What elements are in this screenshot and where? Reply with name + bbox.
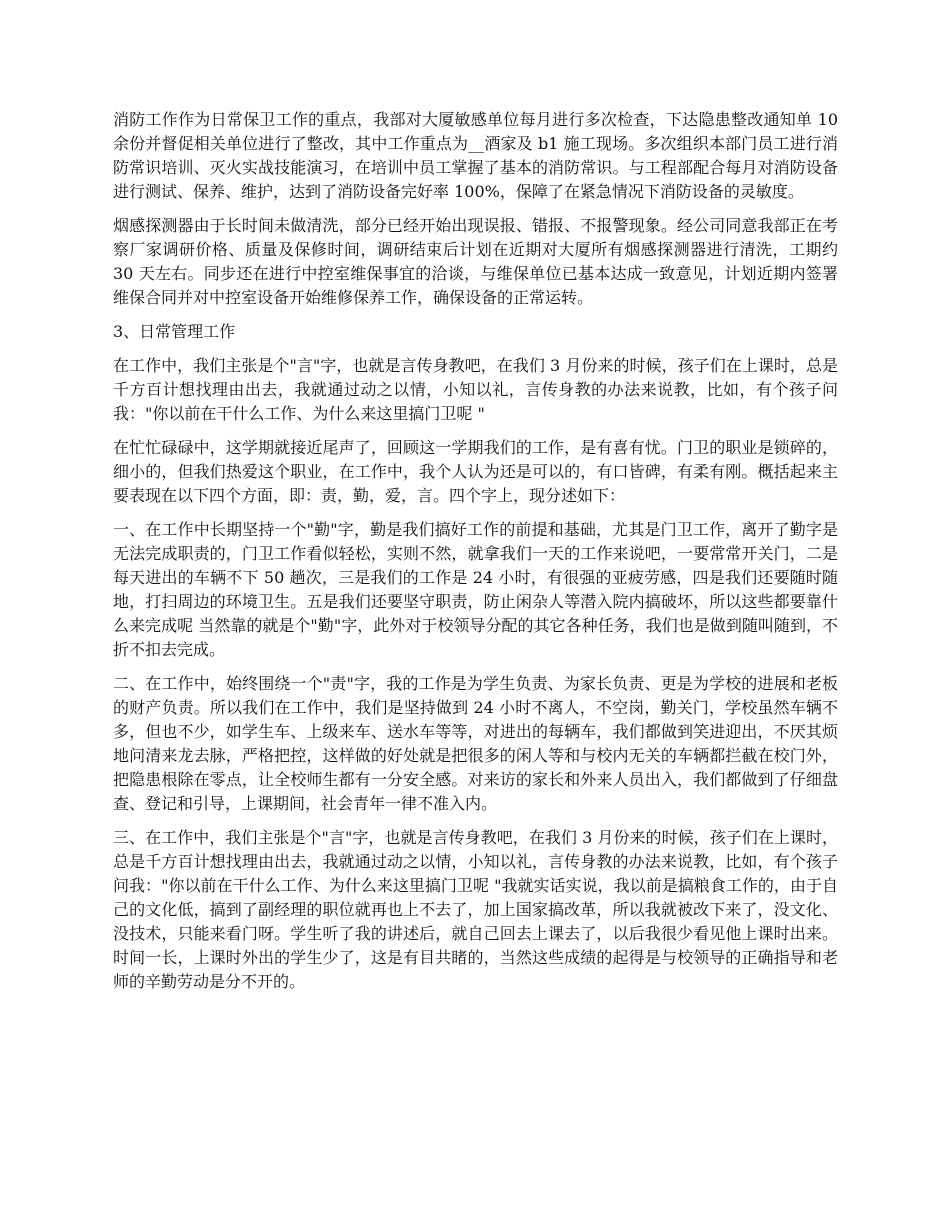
paragraph-point-one-diligence: 一、在工作中长期坚持一个"勤"字，勤是我们搞好工作的前提和基础，尤其是门卫工作，离开了勤字是无法完成职责的，门卫工作看似轻松，实则不然，就拿我们一天的工作来说吧，一要常常开关门，二是每天进出的车辆不下 50 趟次，三是我们的工作是 24 小时，有很强的亚疲劳感，四是我们还要随时随地，打扫周边的环境卫生。五是我们还要坚守职责，防止闲杂人等潜入院内搞破坏，所以这些都要靠什么来完成呢 当然靠的就是个"勤"字，此外对于校领导分配的其它各种任务，我们也是做到随叫随到，不折不扣去完成。: [113, 520, 838, 659]
paragraph-smoke-detectors: 烟感探测器由于长时间未做清洗，部分已经开始出现误报、错报、不报警现象。经公司同意我部正在考察厂家调研价格、质量及保修时间，调研结束后计划在近期对大厦所有烟感探测器进行清洗，工期约 30 天左右。同步还在进行中控室维保事宜的洽谈，与维保单位已基本达成一致意见，计划近期内签署维保合同并对中控室设备开始维修保养工作，确保设备的正常运转。: [113, 216, 838, 307]
paragraph-point-two-responsibility: 二、在工作中，始终围绕一个"责"字，我的工作是为学生负责、为家长负责、更是为学校的进展和老板的财产负责。所以我们在工作中，我们是坚持做到 24 小时不离人，不空岗，勤关门，学校虽然车辆不多，但也不少，如学生车、上级来车、送水车等等，对进出的每辆车，我们都做到笑进迎出，不厌其烦地问清来龙去脉，严格把控，这样做的好处就是把很多的闲人等和与校内无关的车辆都拦截在校门外，把隐患根除在零点，让全校师生都有一分安全感。对来访的家长和外来人员出入，我们都做到了仔细盘查、登记和引导，上课期间，社会青年一律不准入内。: [113, 674, 838, 813]
paragraph-point-three-words: 三、在工作中，我们主张是个"言"字，也就是言传身教吧，在我们 3 月份来的时候，孩子们在上课时，总是千方百计想找理由出去，我就通过动之以情，小知以礼，言传身教的办法来说教，比如，有个孩子问我："你以前在干什么工作、为什么来这里搞门卫呢 "我就实话实说，我以前是搞粮食工作的，由于自己的文化低，搞到了副经理的职位就再也上不去了，加上国家搞改革，所以我就被改下来了，没文化、没技术，只能来看门呀。学生听了我的讲述后，就自己回去上课去了，以后我很少看见他上课时出来。时间一长，上课时外出的学生少了，这是有目共睹的，当然这些成绩的起得是与校领导的正确指导和老师的辛勤劳动是分不开的。: [113, 828, 838, 991]
document-body: [113, 108, 838, 1004]
section-heading-daily-management: 3、日常管理工作: [113, 322, 236, 341]
paragraph-semester-review: 在忙忙碌碌中，这学期就接近尾声了，回顾这一学期我们的工作，是有喜有忧。门卫的职业是锁碎的，细小的，但我们热爱这个职业，在工作中，我个人认为还是可以的，有口皆碑，有柔有刚。概括起来主要表现在以下四个方面，即：责，勤，爱，言。四个字上，现分述如下：: [113, 438, 838, 505]
paragraph-yan-intro: 在工作中，我们主张是个"言"字，也就是言传身教吧，在我们 3 月份来的时候，孩子们在上课时，总是千方百计想找理由出去，我就通过动之以情，小知以礼，言传身教的办法来说教，比如，有个孩子问我："你以前在干什么工作、为什么来这里搞门卫呢 ": [113, 356, 838, 423]
paragraph-fire-safety: 消防工作作为日常保卫工作的重点，我部对大厦敏感单位每月进行多次检查，下达隐患整改通知单 10 余份并督促相关单位进行了整改，其中工作重点为__酒家及 b1 施工现场。多次组织本部门员工进行消防常识培训、灭火实战技能演习，在培训中员工掌握了基本的消防常识。与工程部配合每月对消防设备进行测试、保养、维护，达到了消防设备完好率 100%，保障了在紧急情况下消防设备的灵敏度。: [113, 110, 838, 201]
